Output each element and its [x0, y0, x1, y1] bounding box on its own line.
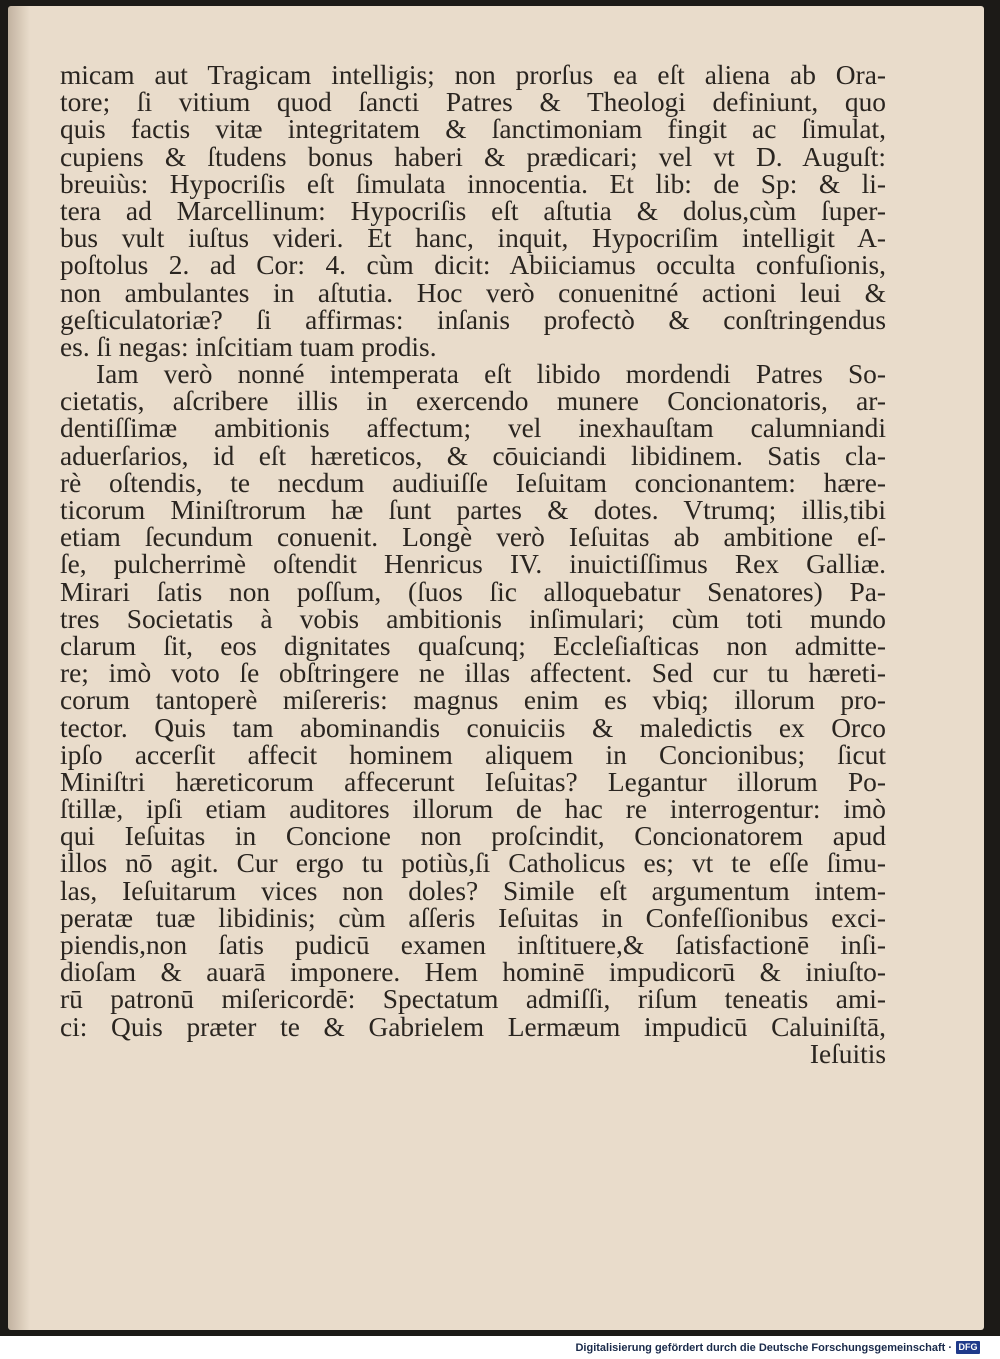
- text-line: es. ſi negas: inſcitiam tuam prodis.: [60, 331, 437, 362]
- text-line: tera ad Marcellinum: Hypocriſis eſt aſtutia & dolus,cùm ſuper-: [60, 195, 886, 226]
- text-line: tres Societatis à vobis ambitionis inſimulari; cùm toti mundo: [60, 603, 886, 634]
- text-line: Mirari ſatis non poſſum, (ſuos ſic alloquebatur Senatores) Pa-: [60, 576, 886, 607]
- text-line: las, Ieſuitarum vices non doles? Simile eſt argumentum intem-: [60, 875, 886, 906]
- text-line: rū patronū miſericordē: Spectatum admiſſi, riſum teneatis ami-: [60, 984, 886, 1015]
- text-line: ipſo accerſit affecit hominem aliquem in Concionibus; ſicut: [60, 739, 886, 770]
- text-line: Miniſtri hæreticorum affecerunt Ieſuitas? Legantur illorum Po-: [60, 766, 886, 797]
- text-line: aduerſarios, id eſt hæreticos, & cōuiciandi libidinem. Satis cla-: [60, 440, 886, 471]
- text-line: dioſam & auarā imponere. Hem hominē impudicorū & iniuſto-: [60, 957, 886, 988]
- text-line: qui Ieſuitas in Concione non proſcindit, Concionatorem apud: [60, 821, 886, 852]
- text-line: cupiens & ſtudens bonus haberi & prædicari; vel vt D. Auguſt:: [60, 141, 886, 172]
- text-line: geſticulatoriæ? ſi affirmas: inſanis profectò & conſtringendus: [60, 304, 886, 335]
- text-line: tector. Quis tam abominandis conuiciis & maledictis ex Orco: [60, 712, 886, 743]
- text-line: re; imò voto ſe obſtringere ne illas affectent. Sed cur tu hæreti-: [60, 658, 886, 689]
- text-line: non ambulantes in aſtutia. Hoc verò conuenitné actioni leui &: [60, 277, 886, 308]
- text-line: quis factis vitæ integritatem & ſanctimoniam fingit ac ſimulat,: [60, 114, 886, 145]
- text-line: piendis,non ſatis pudicū examen inſtituere,& ſatisfactionē inſi-: [60, 930, 886, 960]
- text-line: corum tantoperè miſereris: magnus enim es vbiq; illorum pro-: [60, 685, 886, 716]
- text-line: etiam ſecundum conuenit. Longè verò Ieſuitas ab ambitione eſ-: [60, 522, 886, 553]
- page-gutter-shadow: [8, 6, 30, 1330]
- text-line: poſtolus 2. ad Cor: 4. cùm dicit: Abiiciamus occulta confuſionis,: [60, 250, 886, 281]
- text-line: ſe, pulcherrimè oſtendit Henricus IV. inuictiſſimus Rex Galliæ.: [60, 549, 886, 580]
- text-line: tore; ſi vitium quod ſancti Patres & Theologi definiunt, quo: [60, 87, 886, 118]
- text-line: clarum ſit, eos dignitates quaſcunq; Eccleſiaſticas non admitte-: [60, 630, 886, 661]
- text-line: rè oſtendis, te necdum audiuiſſe Ieſuitam concionantem: hære-: [60, 467, 886, 498]
- text-line: ci: Quis præter te & Gabrielem Lermæum impudicū Caluiniſtā,: [60, 1011, 886, 1042]
- text-line: dentiſſimæ ambitionis affectum; vel inexhauſtam calumniandi: [60, 413, 886, 444]
- text-line: bus vult iuſtus videri. Et hanc, inquit, Hypocriſim intelligit A-: [60, 223, 886, 254]
- funding-credit: Digitalisierung gefördert durch die Deutsche Forschungsgemeinschaft ·: [575, 1342, 952, 1354]
- text-line: peratæ tuæ libidinis; cùm aſſeris Ieſuitas in Confeſſionibus exci-: [60, 902, 886, 933]
- page-text: [60, 62, 886, 1068]
- text-line: breuiùs: Hypocriſis eſt ſimulata innocentia. Et lib: de Sp: & li-: [60, 168, 886, 199]
- text-line: illos nō agit. Cur ergo tu potiùs,ſi Catholicus es; vt te eſſe ſimu-: [60, 848, 886, 879]
- text-line: ſtillæ, ipſi etiam auditores illorum de hac re interrogentur: imò: [60, 794, 886, 825]
- text-line: cietatis, aſcribere illis in exercendo munere Concionatoris, ar-: [60, 386, 886, 417]
- dfg-logo: DFG: [956, 1341, 980, 1354]
- catchword: Ieſuitis: [809, 1038, 886, 1069]
- text-line: micam aut Tragicam intelligis; non prorſus ea eſt aliena ab Ora-: [60, 60, 886, 90]
- text-line: Iam verò nonné intemperata eſt libido mordendi Patres So-: [96, 359, 886, 390]
- text-line: ticorum Miniſtrorum hæ ſunt partes & dotes. Vtrumq; illis,tibi: [60, 495, 886, 525]
